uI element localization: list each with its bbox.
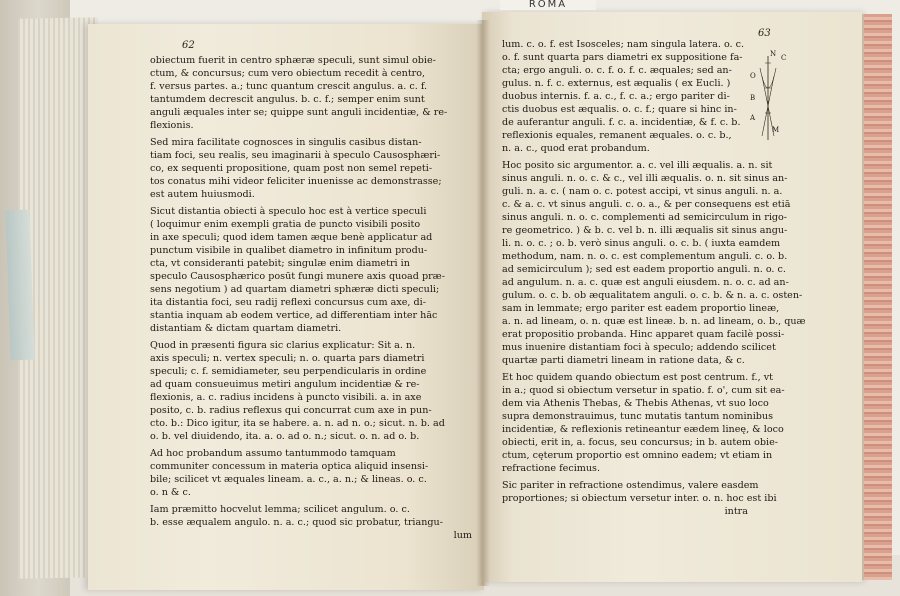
text-line: Sed mira facilitate cognosces in singulis casibus distan- xyxy=(150,137,422,148)
text-line: proportiones; si obiectum versetur inter. o. n. hoc est ibi xyxy=(502,493,777,504)
left-page-number: 62 xyxy=(182,40,195,51)
text-line: ita distantia foci, seu radij reflexi concursus cum axe, di- xyxy=(150,297,426,308)
text-line: incidentiæ, & reflexionis retineantur eædem lineę, & loco xyxy=(502,424,784,435)
text-line: Iam præmitto hocvelut lemma; scilicet angulum. o. c. xyxy=(150,504,410,515)
text-line: Sic pariter in refractione ostendimus, valere easdem xyxy=(502,480,759,491)
text-line: ad semicirculum ); sed est eadem proportio anguli. n. o. c. xyxy=(502,264,786,275)
text-line: est autem huiusmodi. xyxy=(150,189,255,200)
diagram-label-n: N xyxy=(770,50,777,58)
text-line: co, ex sequenti propositione, quam post non semel repeti- xyxy=(150,163,433,174)
text-line: f. versus partes. a.; tunc quantum crescit angulus. a. c. f. xyxy=(150,81,428,92)
text-line: tantumdem decrescit angulus. b. c. f.; semper enim sunt xyxy=(150,94,425,105)
text-line: speculo Causosphærico posūt fungi munere axis quoad præ- xyxy=(150,271,445,282)
text-line: obiectum fuerit in centro sphæræ speculi, sunt simul obie- xyxy=(150,55,436,66)
right-page-text xyxy=(502,38,806,518)
text-line: axis speculi; n. vertex speculi; n. o. quarta pars diametri xyxy=(150,353,425,364)
text-line: Et hoc quidem quando obiectum est post centrum. f., vt xyxy=(502,372,773,383)
text-line: flexionis, a. c. radius incidens à puncto visibili. a. in axe xyxy=(150,392,422,403)
text-line: flexionis. xyxy=(150,120,194,131)
text-line: quartæ parti diametri lineam in ratione data, & c. xyxy=(502,355,745,366)
text-line: gulus. n. f. c. externus, est æqualis ( ex Eucli. ) xyxy=(502,78,731,89)
text-line: lum xyxy=(453,530,472,541)
diagram-label-b: B xyxy=(750,94,756,102)
diagram-label-o: O xyxy=(750,72,756,80)
text-line: n. a. c., quod erat probandum. xyxy=(502,143,650,154)
text-line: tiam foci, seu realis, seu imaginarii à speculo Causosphæri- xyxy=(150,150,441,161)
text-line: supra demonstrauimus, tunc mutatis tantum nominibus xyxy=(502,411,774,422)
text-line: o. b. vel diuidendo, ita. a. o. ad o. n.; sicut. o. n. ad o. b. xyxy=(150,431,420,442)
text-line: guli. n. a. c. ( nam o. c. potest accipi, vt sinus anguli. n. a. xyxy=(502,186,783,197)
text-line: cto. b.: Dico igitur, ita se habere. a. n. ad n. o.; sicut. n. b. ad xyxy=(150,418,445,429)
text-line: cta, vt consideranti patebit; singulæ enim diametri in xyxy=(150,258,410,269)
text-line: anguli æquales inter se; quippe sunt anguli incidentiæ, & re- xyxy=(150,107,448,118)
text-line: stantia inquam ab eodem vertice, ad differentiam inter hāc xyxy=(150,310,438,321)
text-line: Quod in præsenti figura sic clarius explicatur: Sit a. n. xyxy=(150,340,416,351)
text-line: duobus internis. f. a. c., f. c. a.; ergo pariter di- xyxy=(502,91,730,102)
text-line: o. f. sunt quarta pars diametri ex suppositione fa- xyxy=(502,52,743,63)
text-line: cta; ergo anguli. o. c. f. o. f. c. æquales; sed an- xyxy=(502,65,732,76)
text-line: speculi; c. f. semidiameter, seu perpendicularis in ordine xyxy=(150,366,427,377)
text-line: Ad hoc probandum assumo tantummodo tamquam xyxy=(150,448,396,459)
text-line: ctum, & concursus; cum vero obiectum recedit à centro, xyxy=(150,68,426,79)
text-line: in axe speculi; quod idem tamen æque benè applicatur ad xyxy=(150,232,433,243)
text-line: ad quam consueuimus metiri angulum incidentiæ & re- xyxy=(150,379,420,390)
text-line: communiter concessum in materia optica aliquid insensi- xyxy=(150,461,429,472)
text-line: Sicut distantia obiecti à speculo hoc est à vertice speculi xyxy=(150,206,427,217)
text-line: lum. c. o. f. est Isosceles; nam singula latera. o. c. xyxy=(502,39,745,50)
text-line: b. esse æqualem angulo. n. a. c.; quod sic probatur, triangu- xyxy=(150,517,443,528)
text-line: sens negotium ) ad quartam diametri sphæræ dicti speculi; xyxy=(150,284,440,295)
text-line: reflexionis equales, remanent æquales. o. c. b., xyxy=(502,130,732,141)
right-page-number: 63 xyxy=(758,28,771,39)
library-label: ROMA xyxy=(500,0,596,10)
text-line: sinus anguli. n. o. c. complementi ad semicirculum in rigo- xyxy=(502,212,788,223)
text-line: mus inuenire distantiam foci à speculo; addendo scilicet xyxy=(502,342,776,353)
geometry-diagram xyxy=(748,48,788,143)
text-line: c. & a. c. vt sinus anguli. c. o. a., & per consequens est etiā xyxy=(502,199,791,210)
text-line: distantiam & dictam quartam diametri. xyxy=(150,323,342,334)
diagram-label-a: A xyxy=(750,114,756,122)
text-line: bile; scilicet vt æquales lineam. a. c., a. n.; & lineas. o. c. xyxy=(150,474,427,485)
text-line: methodum, nam. n. o. c. est complementum anguli. c. o. b. xyxy=(502,251,788,262)
text-line: refractione fecimus. xyxy=(502,463,601,474)
diagram-label-c: C xyxy=(781,54,787,62)
text-line: sam in lemmate; ergo pariter est eadem proportio lineæ, xyxy=(502,303,780,314)
text-line: gulum. o. c. b. ob æqualitatem anguli. o. c. b. & n. a. c. osten- xyxy=(502,290,803,301)
text-line: dem via Athenis Thebas, & Thebis Athenas, vt suo loco xyxy=(502,398,769,409)
text-line: Hoc posito sic argumentor. a. c. vel illi æqualis. a. n. sit xyxy=(502,160,773,171)
text-line: ( loquimur enim exempli gratia de puncto visibili posito xyxy=(150,219,421,230)
red-page-edges xyxy=(862,14,892,580)
text-line: intra xyxy=(724,506,748,517)
diagram-label-m: M xyxy=(772,126,780,134)
text-line: erat propositio probanda. Hinc apparet quam facilè possi- xyxy=(502,329,785,340)
left-page-text xyxy=(150,54,472,542)
text-line: ctum, cęterum proportio est omnino eadem; vt etiam in xyxy=(502,450,773,461)
text-line: tos conatus mihi videor feliciter inuenisse ac demonstrasse; xyxy=(150,176,442,187)
book-gutter xyxy=(476,20,490,586)
text-line: punctum visibile in qualibet diametro in infinitum produ- xyxy=(150,245,428,256)
text-line: in a.; quod si obiectum versetur in spatio. f. o', cum sit ea- xyxy=(502,385,785,396)
text-line: o. n & c. xyxy=(150,487,191,498)
text-line: de auferantur anguli. f. c. a. incidentiæ, & f. c. b. xyxy=(502,117,741,128)
text-line: ctis duobus est æqualis. o. c. f.; quare si hinc in- xyxy=(502,104,737,115)
text-line: re geometrico. ) & b. c. vel b. n. illi æqualis sit sinus angu- xyxy=(502,225,788,236)
text-line: a. n. ad lineam, o. n. quæ est lineæ. b. n. ad lineam, o. b., quæ xyxy=(502,316,806,327)
text-line: obiecti, erit in, a. focus, seu concursus; in b. autem obie- xyxy=(502,437,778,448)
text-line: ad angulum. n. a. c. quæ est anguli eiusdem. n. o. c. ad an- xyxy=(502,277,789,288)
text-line: sinus anguli. n. o. c. & c., vel illi æqualis. o. n. sit sinus an- xyxy=(502,173,788,184)
text-line: li. n. o. c. ; o. b. verò sinus anguli. o. c. b. ( iuxta eamdem xyxy=(502,238,781,249)
text-line: posito, c. b. radius reflexus qui concurrat cum axe in pun- xyxy=(150,405,432,416)
